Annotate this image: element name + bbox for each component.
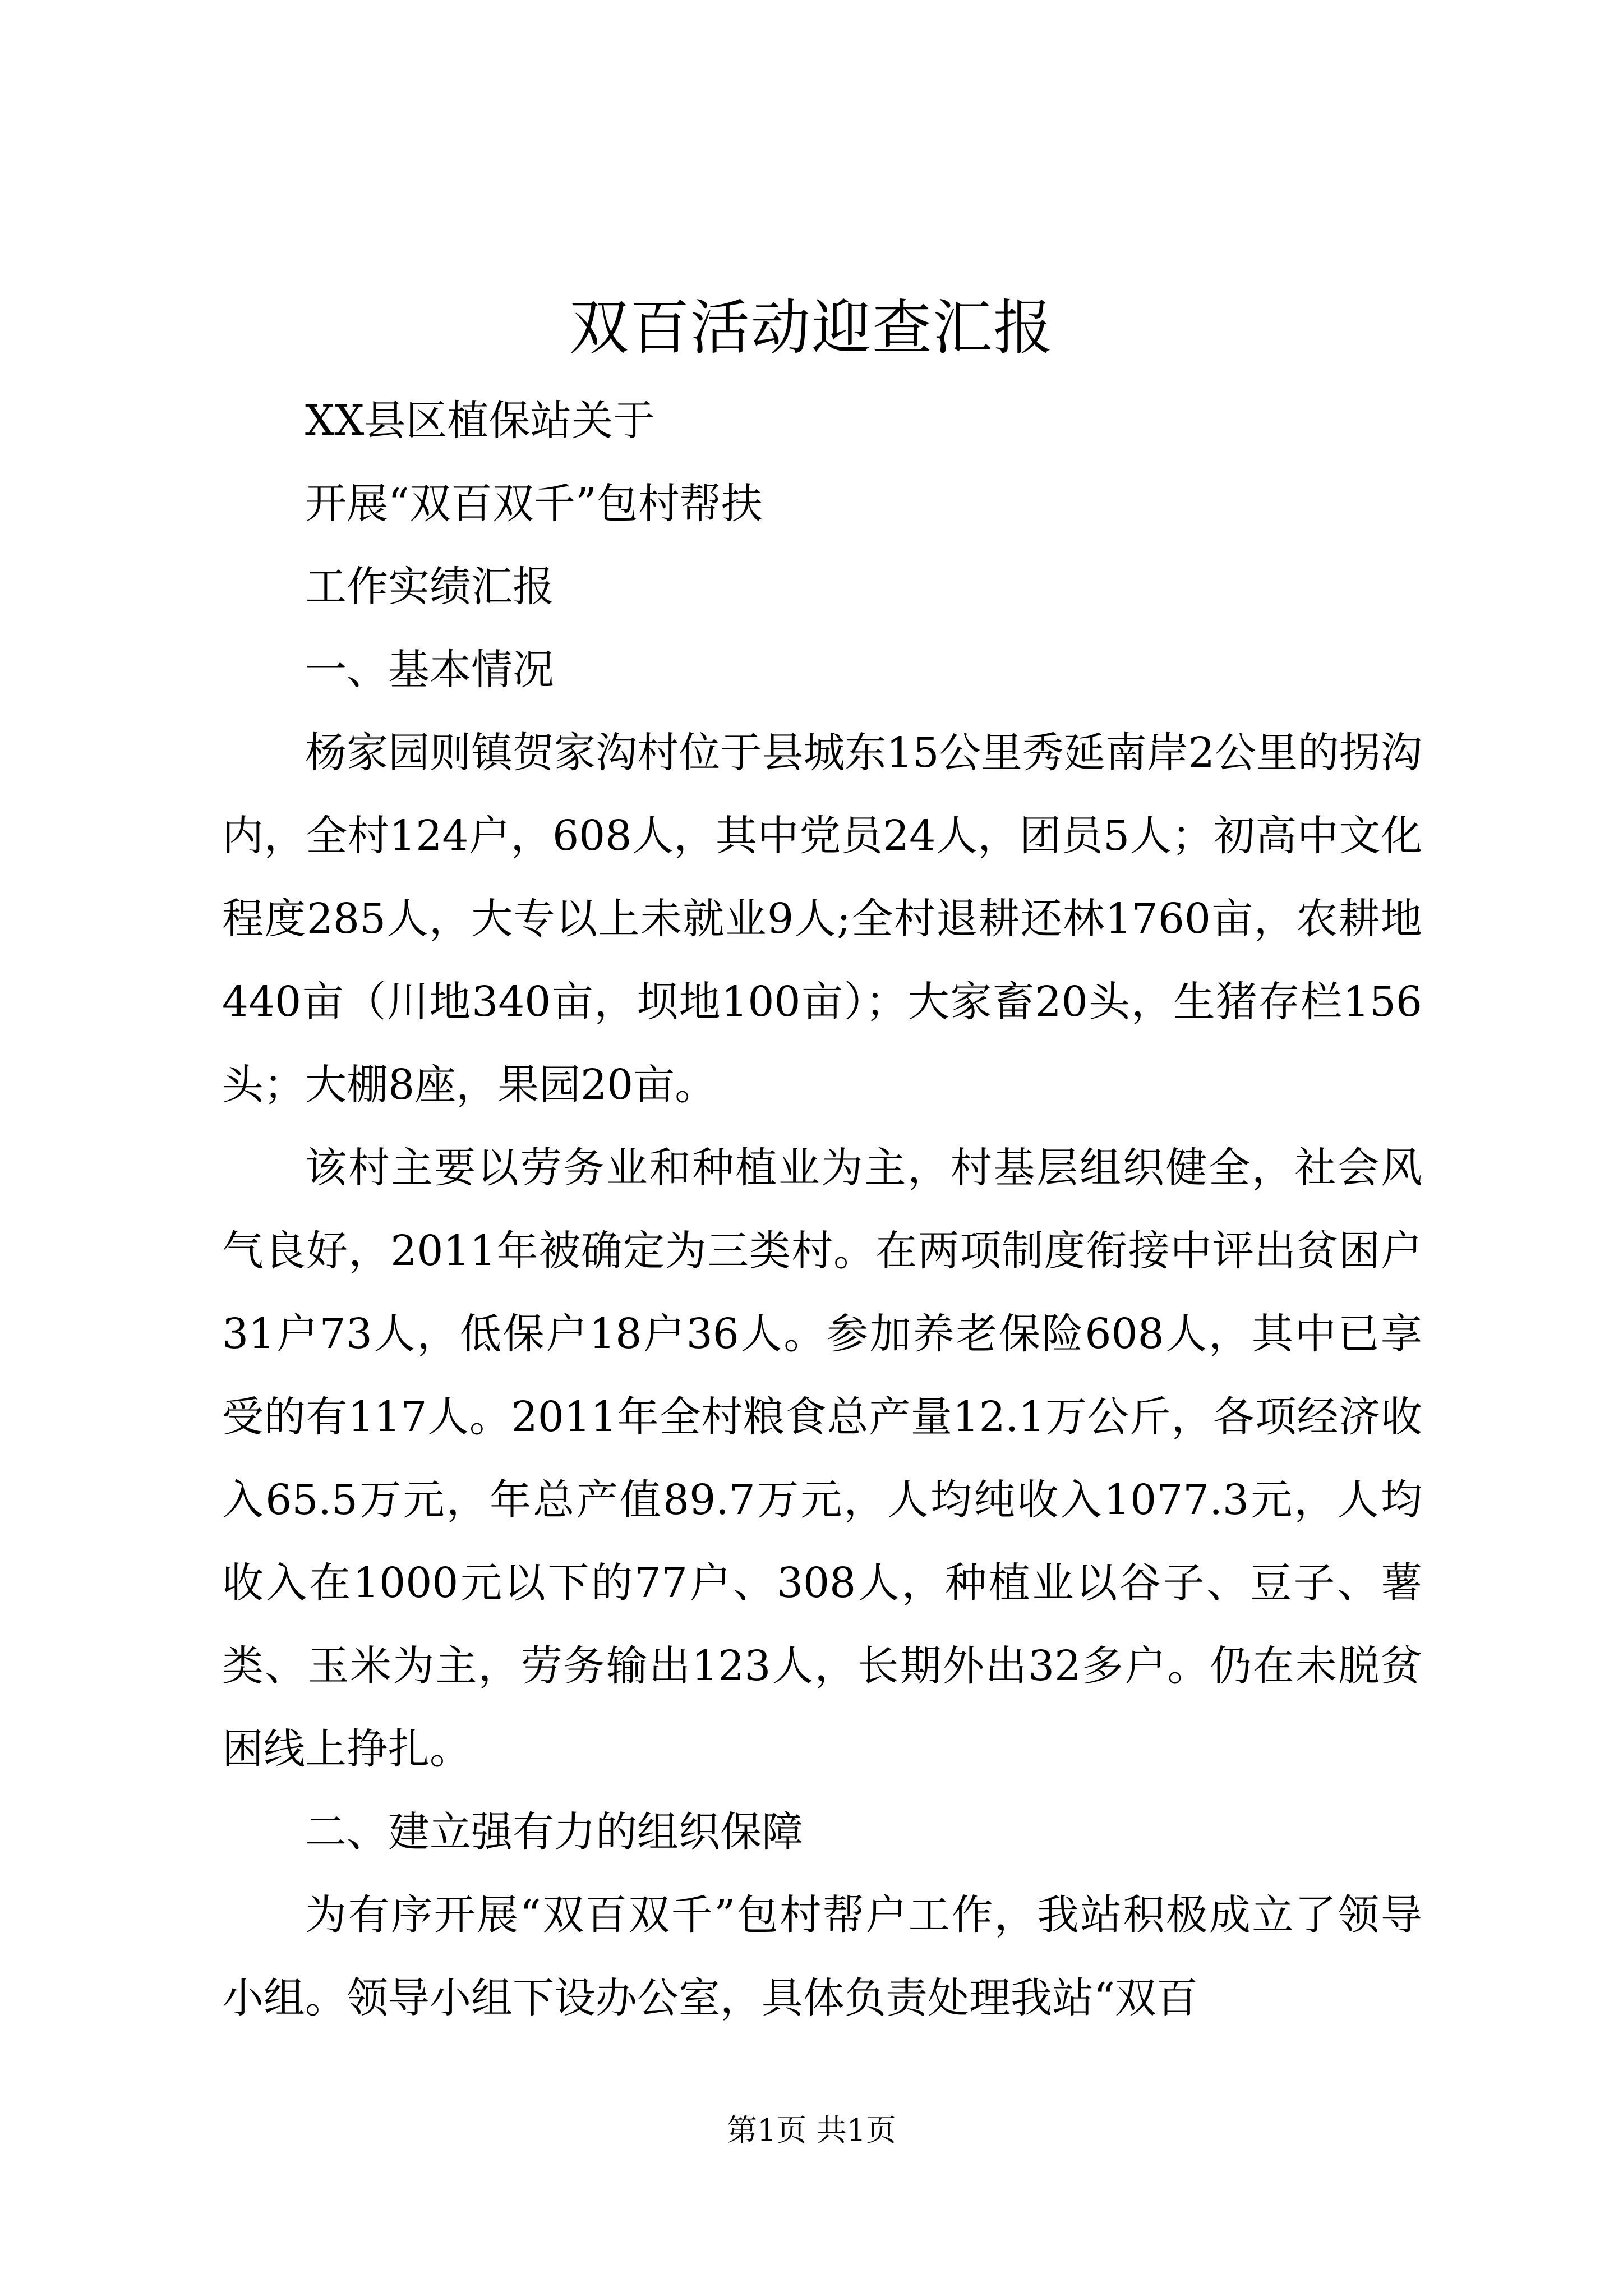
heading-line-1: XX县区植保站关于 <box>305 397 655 445</box>
section-heading-1: 一、基本情况 <box>305 646 554 694</box>
section-heading-2: 二、建立强有力的组织保障 <box>305 1808 803 1856</box>
section-1-paragraph-2: 该村主要以劳务业和种植业为主，村基层组织健全，社会风气良好，2011年被确定为三类村。在两项制度衔接中评出贫困户31户73人，低保户18户36人。参加养老保险608人，其中已享受的有117人。2011年全村粮食总产量12.1万公斤，各项经济收入65.5万元，年总产值89.7万元，人均纯收入1077.3元，人均收入在1000元以下的77户、308人，种植业以谷子、豆子、薯类、玉米为主，劳务输出123人，长期外出32多户。仍在未脱贫困线上挣扎。 <box>222 1144 1422 1773</box>
document-body <box>222 379 1422 2040</box>
section-1-paragraph-1: 杨家园则镇贺家沟村位于县城东15公里秀延南岸2公里的拐沟内，全村124户，608人，其中党员24人，团员5人；初高中文化程度285人，大专以上未就业9人;全村退耕还林1760亩，农耕地440亩（川地340亩，坝地100亩）；大家畜20头，生猪存栏156头；大棚8座，果园20亩。 <box>222 729 1422 1109</box>
section-2-paragraph-1: 为有序开展“双百双千”包村帮户工作，我站积极成立了领导小组。领导小组下设办公室，具体负责处理我站“双百 <box>222 1891 1422 2022</box>
heading-line-3: 工作实绩汇报 <box>305 563 554 611</box>
page-footer: 第1页 共1页 <box>727 2113 896 2148</box>
document-title: 双百活动迎查汇报 <box>569 293 1054 362</box>
heading-line-2: 开展“双百双千”包村帮扶 <box>305 480 763 528</box>
